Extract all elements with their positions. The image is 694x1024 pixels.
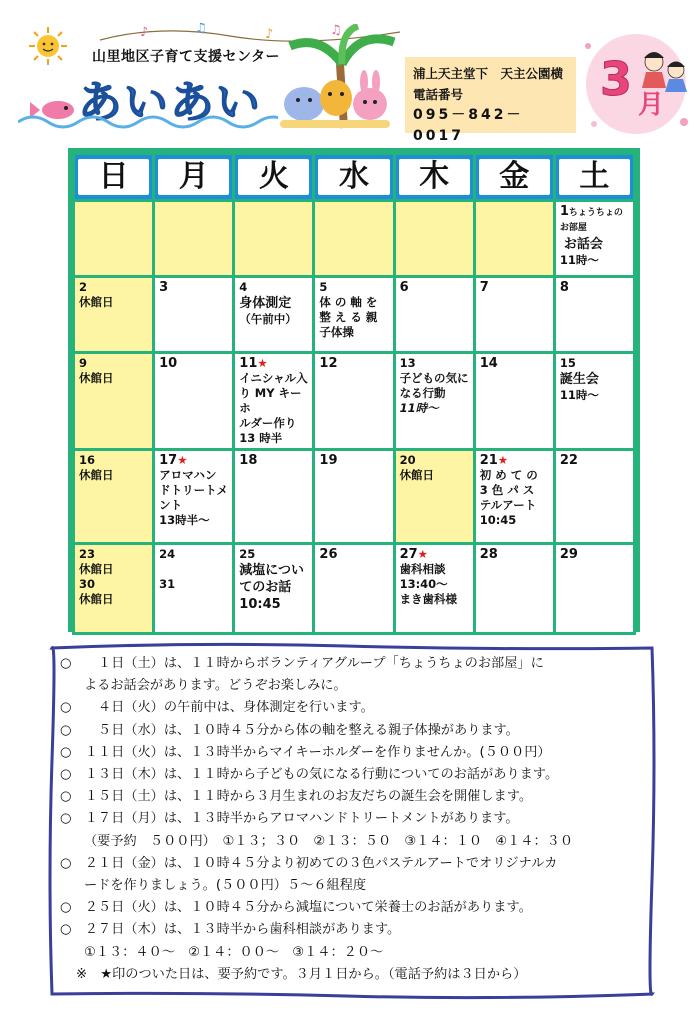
event-time: 10:45 [239, 597, 281, 612]
event-line: イニシャル入 [239, 371, 308, 385]
notice-line: ○ ２５日（火）は、１０時４５分から減塩について栄養士のお話があります。 [60, 900, 532, 916]
day-number: 4 [239, 280, 248, 294]
event-time: 11時～ [559, 388, 599, 402]
day-number: 27 [399, 547, 418, 562]
empty-day-cell [474, 201, 554, 277]
calendar [68, 148, 640, 632]
day-number: 14 [479, 356, 498, 371]
phone-number: 095－842－0017 [413, 107, 524, 144]
day-cell-28 [474, 544, 554, 634]
event-line: 初 め て の [479, 468, 538, 482]
svg-text:♫: ♫ [195, 22, 207, 36]
event-line: 整 え る 親 [319, 310, 378, 324]
day-number: 13 [399, 356, 416, 370]
day-number: 8 [559, 280, 569, 295]
week-row-2 [74, 277, 635, 353]
day-number: 23 [79, 547, 96, 561]
day-cell-6 [394, 277, 474, 353]
day-number: 26 [319, 547, 338, 562]
event-line: 歯科相談 [399, 562, 446, 576]
weekday-fri: 金 [474, 154, 554, 201]
empty-day-cell [154, 201, 234, 277]
event-line: 子体操 [319, 325, 354, 339]
weekday-tue: 火 [234, 154, 314, 201]
notice-line: ○ １７日（月）は、１３時半からアロマハンドトリートメントがあります。 [60, 811, 519, 827]
day-cell-7 [474, 277, 554, 353]
reservation-star-icon: ★ [417, 547, 428, 561]
day-cell-2 [74, 277, 154, 353]
event-time: 13 時半 [239, 431, 283, 445]
day-cell-4 [234, 277, 314, 353]
month-number: 3 [600, 52, 633, 106]
day-cell-12 [314, 353, 394, 450]
event-time: 13:40～ [399, 577, 448, 591]
closed-label: 休館日 [79, 371, 114, 385]
notice-line: ○ ２１日（金）は、１０時４５分より初めての３色パステルアートでオリジナルカ [60, 855, 558, 871]
day-cell-21 [474, 450, 554, 544]
day-cell-10 [154, 353, 234, 450]
weekday-thu: 木 [394, 154, 474, 201]
day-number: 21 [479, 453, 498, 468]
day-cell-9 [74, 353, 154, 450]
event-time: 13時半～ [159, 513, 210, 527]
weekday-wed: 水 [314, 154, 394, 201]
day-cell-24-31 [154, 544, 234, 634]
event-pre: ちょうちょの [568, 208, 623, 218]
day-cell-8 [554, 277, 634, 353]
day-number: 28 [479, 547, 498, 562]
event-line: 体 の 軸 を [319, 295, 378, 309]
day-number: 11 [239, 356, 258, 371]
address: 浦上天主堂下 天主公園横 [413, 66, 564, 81]
event-line: テルアート [479, 498, 537, 512]
phone-label: 電話番号 [413, 87, 464, 102]
day-cell-23-30 [74, 544, 154, 634]
notice-line: ○ ５日（水）は、１０時４５分から体の軸を整える親子体操があります。 [60, 722, 519, 738]
day-number: 7 [479, 280, 489, 295]
day-number: 10 [159, 356, 178, 371]
day-number: 5 [319, 280, 328, 294]
day-cell-26 [314, 544, 394, 634]
week-row-3 [74, 353, 635, 450]
svg-text:♫: ♫ [330, 23, 342, 38]
day-number: 19 [319, 453, 338, 468]
week-row-1 [74, 201, 635, 277]
notice-line: （要予約 ５００円） ①１３；３０ ②１３：５０ ③１４：１０ ④１４：３０ [84, 833, 574, 849]
day-cell-15 [554, 353, 634, 450]
day-number: 30 [79, 577, 96, 591]
event-time: 11時～ [399, 401, 439, 415]
day-number: 25 [239, 547, 256, 561]
day-number: 15 [559, 356, 576, 370]
reservation-star-icon: ★ [497, 453, 509, 467]
wave-decoration [18, 112, 278, 130]
event-line: 子どもの気に [399, 371, 469, 385]
month-label: 月 [638, 90, 665, 120]
day-number: 16 [79, 453, 96, 467]
event-title: お話会 [563, 237, 603, 252]
closed-label: 休館日 [399, 468, 435, 482]
week-row-4 [74, 450, 635, 544]
day-cell-27 [394, 544, 474, 634]
notice-line: ○ １５日（土）は、１１時から３月生まれのお友だちの誕生会を開催します。 [60, 789, 533, 805]
closed-label: 休館日 [79, 295, 114, 309]
reservation-note: ※ ★印のついた日は、要予約です。３月１日から。（電話予約は３日から） [76, 966, 527, 982]
day-number: 29 [559, 547, 578, 562]
event-line: 減塩につい [239, 563, 305, 578]
empty-day-cell [74, 201, 154, 277]
notice-line: ①１３：４０～ ②１４：００～ ③１４：２０～ [84, 944, 384, 960]
center-brand-logo: あいあい [78, 77, 262, 128]
notice-list [60, 653, 660, 986]
event-note: （午前中） [239, 312, 297, 326]
notice-line: ○ １３日（木）は、１１時から子どもの気になる行動についてのお話があります。 [60, 767, 559, 783]
weekday-mon: 月 [154, 154, 234, 201]
weekday-sun: 日 [74, 154, 154, 201]
day-cell-16 [74, 450, 154, 544]
empty-day-cell [234, 201, 314, 277]
day-cell-13 [394, 353, 474, 450]
closed-label: 休館日 [79, 562, 114, 576]
day-cell-3 [154, 277, 234, 353]
month-badge-decoration [576, 26, 694, 138]
week-row-5 [74, 544, 635, 634]
reservation-star-icon: ★ [257, 356, 268, 370]
svg-text:♪: ♪ [265, 27, 274, 42]
notice-line: ○ ２７日（木）は、１３時半から歯科相談があります。 [60, 922, 401, 938]
day-cell-29 [554, 544, 634, 634]
day-cell-5 [314, 277, 394, 353]
closed-label: 休館日 [79, 592, 114, 606]
notice-line: ードを作りましょう。(５００円）５～６組程度 [84, 878, 367, 894]
event-time: 11時～ [559, 253, 599, 267]
center-name: 山里地区子育て支援センター [92, 49, 280, 65]
day-number: 17 [159, 453, 178, 468]
day-number: 31 [159, 577, 176, 591]
day-number: 9 [79, 356, 88, 370]
palm-tree-animals-illustration [270, 24, 400, 130]
day-number: 3 [159, 280, 169, 295]
weekday-header-row [74, 154, 635, 201]
day-cell-11 [234, 353, 314, 450]
day-cell-25 [234, 544, 314, 634]
empty-day-cell [314, 201, 394, 277]
day-number: 20 [399, 453, 416, 467]
contact-info-box [405, 57, 576, 144]
sun-icon [28, 26, 68, 66]
day-cell-22 [554, 450, 634, 544]
closed-label: 休館日 [79, 468, 114, 482]
day-number: 18 [239, 453, 258, 468]
day-number: 12 [319, 356, 338, 371]
event-line: 3 色 パ ス [479, 483, 535, 497]
day-number: 2 [79, 280, 88, 294]
svg-text:♪: ♪ [140, 25, 149, 40]
empty-day-cell [394, 201, 474, 277]
event-line: ント [159, 498, 183, 512]
weekday-sat: 土 [554, 154, 634, 201]
event-line: なる行動 [399, 386, 446, 400]
event-line: ルダー作り [239, 416, 297, 430]
day-cell-18 [234, 450, 314, 544]
notice-line: ○ １１日（火）は、１３時半からマイキーホルダーを作りませんか。(５００円） [60, 744, 551, 760]
event-title: 身体測定 [239, 296, 292, 311]
day-number: 22 [559, 453, 578, 468]
calendar-table [72, 152, 636, 635]
event-pre2: お部屋 [559, 223, 587, 233]
day-number: 24 [159, 547, 176, 561]
notice-line: ○ １日（土）は、１１時からボランティアグループ「ちょうちょのお部屋」に [60, 656, 544, 671]
day-cell-19 [314, 450, 394, 544]
event-title: 誕生会 [559, 372, 599, 387]
event-time: 10:45 [479, 513, 517, 527]
reservation-star-icon: ★ [177, 453, 188, 467]
event-line: ドトリートメ [159, 483, 229, 497]
event-line: てのお話 [239, 580, 292, 595]
notice-line: ○ ４日（火）の午前中は、身体測定を行います。 [60, 700, 374, 716]
day-number: 6 [399, 280, 409, 295]
day-number: 1 [559, 204, 569, 219]
event-line: り MY キーホ [239, 386, 302, 415]
day-cell-20 [394, 450, 474, 544]
day-cell-14 [474, 353, 554, 450]
event-line: アロマハン [159, 468, 217, 482]
day-cell-1 [554, 201, 634, 277]
day-cell-17 [154, 450, 234, 544]
notice-line: よるお話会があります。どうぞお楽しみに。 [84, 678, 347, 694]
event-line: まき歯科様 [399, 592, 458, 606]
